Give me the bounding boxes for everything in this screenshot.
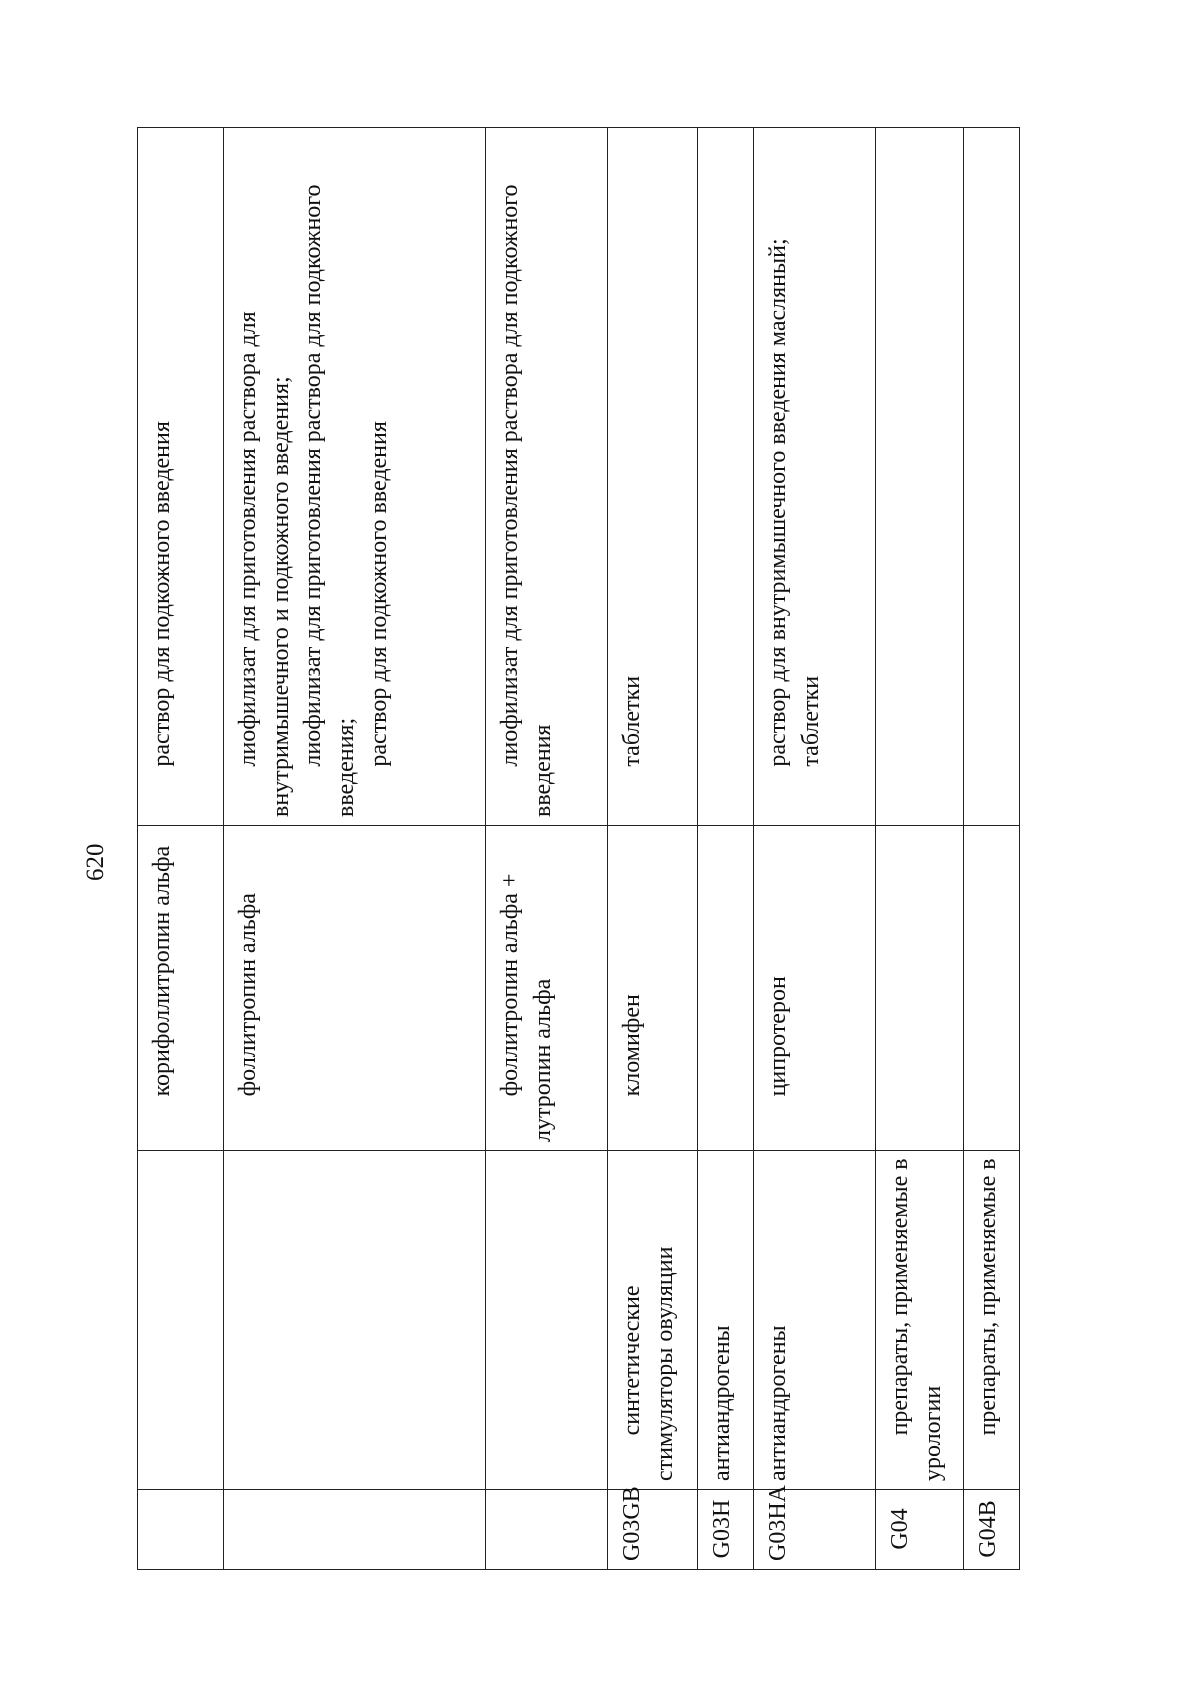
dosage-form-cell: [138, 128, 224, 826]
dosage-form-cell: [876, 128, 964, 826]
table-row: [608, 128, 698, 1570]
atc-code-cell: G03H: [698, 1490, 754, 1570]
drug-name-cell: корифоллитропин альфа: [138, 826, 224, 1151]
drug-name-cell: [698, 826, 754, 1151]
dosage-form-line: лиофилизат для приготовления раствора для внутримышечного и подкожного введения;: [235, 311, 294, 817]
table-row: [876, 128, 964, 1570]
dosage-form-line: раствор для подкожного введения: [365, 421, 392, 767]
dosage-form-cell: [698, 128, 754, 826]
drug-table: [137, 127, 1020, 1570]
group-name-cell: синтетические стимуляторы овуляции: [608, 1151, 698, 1490]
table-row: [698, 128, 754, 1570]
drug-name-cell: ципротерон: [754, 826, 876, 1151]
dosage-form-cell: [486, 128, 608, 826]
table-row: [224, 128, 486, 1570]
group-name-cell: [138, 1151, 224, 1490]
table-row: [754, 128, 876, 1570]
dosage-form-cell: [964, 128, 1020, 826]
group-name-cell: антиандрогены: [698, 1151, 754, 1490]
drug-name-cell: фоллитропин альфа: [224, 826, 486, 1151]
dosage-form-cell: [608, 128, 698, 826]
dosage-form-cell: [754, 128, 876, 826]
dosage-form-line: таблетки: [619, 675, 645, 767]
group-name-cell: антиандрогены: [754, 1151, 876, 1490]
drug-name-cell: фоллитропин альфа + лутропин альфа: [486, 826, 608, 1151]
dosage-form-line: раствор для внутримышечного введения масляный;: [765, 238, 791, 767]
atc-code-cell: [486, 1490, 608, 1570]
atc-code-cell: G03GB: [608, 1490, 698, 1570]
dosage-form-line: лиофилизат для приготовления раствора для подкожного введения;: [300, 184, 359, 817]
group-name-cell: препараты, применяемые в урологии: [876, 1151, 964, 1490]
table-row: [964, 128, 1020, 1570]
atc-code-cell: G04: [876, 1490, 964, 1570]
atc-code-cell: G04B: [964, 1490, 1020, 1570]
atc-code-cell: [224, 1490, 486, 1570]
group-name-cell: [486, 1151, 608, 1490]
dosage-form-line: лиофилизат для приготовления раствора для подкожного введения: [497, 184, 556, 817]
atc-code-cell: [138, 1490, 224, 1570]
drug-name-cell: [964, 826, 1020, 1151]
dosage-form-line: таблетки: [797, 675, 824, 767]
group-name-cell: препараты, применяемые в: [964, 1151, 1020, 1490]
page-number: 620: [82, 843, 109, 881]
table-row: [138, 128, 224, 1570]
drug-name-cell: кломифен: [608, 826, 698, 1151]
dosage-form-cell: [224, 128, 486, 826]
atc-code-cell: G03HA: [754, 1490, 876, 1570]
table-row: [486, 128, 608, 1570]
dosage-form-line: раствор для подкожного введения: [149, 421, 175, 767]
group-name-cell: [224, 1151, 486, 1490]
drug-name-cell: [876, 826, 964, 1151]
